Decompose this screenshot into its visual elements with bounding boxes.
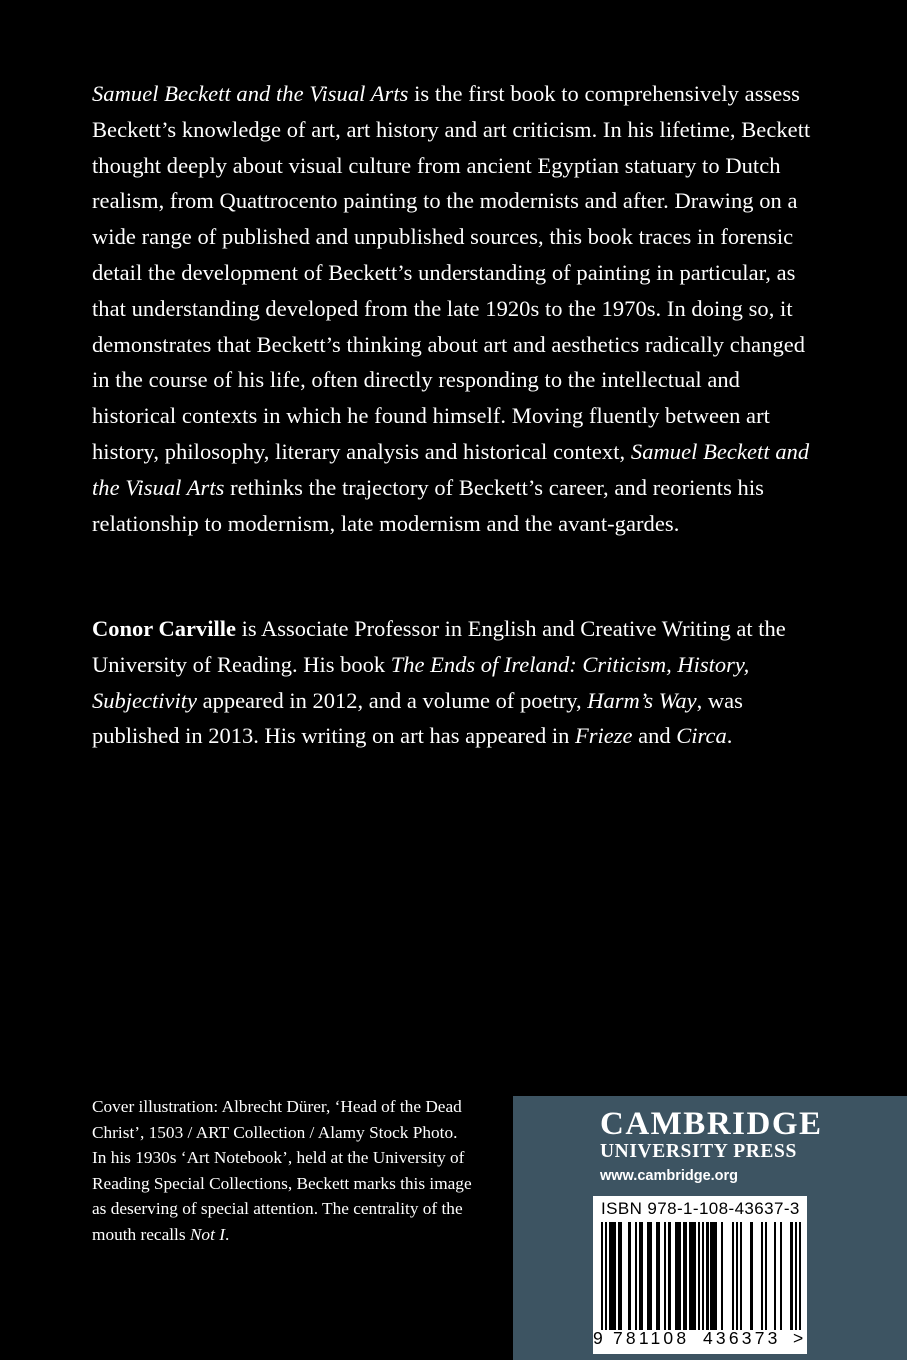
barcode-bar xyxy=(790,1222,792,1330)
bio-text-1: is Associate Professor in English and Creative Writing at the University of Reading. His book xyxy=(92,616,786,677)
barcode-bar xyxy=(620,1222,622,1330)
description-text-1: is the first book to comprehensively assess Beckett’s knowledge of art, art history and art criticism. In his lifetime, Beckett thought deeply about visual culture from ancient Egyptian statuary to Dutch realism, from Quattrocento painting to the modernists and after. Drawing on a wide range of published and unpublished sources, this book traces in forensic detail the development of Beckett’s understanding of painting in particular, as that understanding developed from the late 1920s to the 1970s. In doing so, it demonstrates that Beckett’s thinking about art and aesthetics radically changed in the course of his life, often directly responding to the intellectual and historical contexts in which he found himself. Moving fluently between art history, philosophy, literary analysis and historical context, xyxy=(92,81,811,464)
book-title-italic: Samuel Beckett and the Visual Arts xyxy=(92,81,409,106)
book-title-italic-2: Samuel Beckett and the Visual Arts xyxy=(92,438,810,500)
barcode-bar xyxy=(761,1222,763,1330)
bio-book-2: Harm’s Way xyxy=(587,687,697,713)
barcode-bar xyxy=(799,1222,801,1330)
barcode-bar xyxy=(614,1222,616,1330)
bio-text-3: , was published in 2013. His writing on art has appeared in xyxy=(92,687,743,749)
barcode-bar xyxy=(628,1222,630,1330)
barcode-bar xyxy=(694,1222,696,1330)
barcode-bar xyxy=(732,1222,734,1330)
barcode-bar xyxy=(698,1222,700,1330)
barcode-bar xyxy=(702,1222,704,1330)
barcode-bar xyxy=(780,1222,782,1330)
caption-text: Cover illustration: Albrecht Dürer, ‘Head of the Dead Christ’, 1503 / ART Collection / Alamy Stock Photo. In his 1930s ‘Art Notebook’, held at the University of Reading Special Collections, Beckett marks this image as deserving of special attention. The centrality of the mouth recalls xyxy=(92,1097,472,1244)
bio-book-1: The Ends of Ireland: Criticism, History, Subjectivity xyxy=(92,651,750,713)
barcode-bar xyxy=(635,1222,637,1330)
barcode-bar xyxy=(649,1222,651,1330)
isbn-label: ISBN 978-1-108-43637-3 xyxy=(601,1199,800,1218)
description-text-2: rethinks the trajectory of Beckett’s career, and reorients his relationship to modernism, late modernism and the avant-gardes. xyxy=(92,474,764,536)
book-description xyxy=(92,76,822,541)
barcode-bar xyxy=(715,1222,717,1330)
caption-play-title: Not I xyxy=(189,1224,225,1244)
barcode-bar xyxy=(679,1222,681,1330)
barcode-quiet-mark: > xyxy=(793,1328,804,1348)
barcode-left-group: 781108 xyxy=(613,1328,690,1348)
author-bio xyxy=(92,611,822,754)
bio-text-2: appeared in 2012, and a volume of poetry, xyxy=(196,687,588,713)
barcode-bar xyxy=(605,1222,607,1330)
barcode-bar xyxy=(721,1222,723,1330)
barcode-bars xyxy=(601,1222,801,1330)
barcode-first-digit: 9 xyxy=(593,1328,603,1348)
barcode-bar xyxy=(736,1222,738,1330)
publisher-panel xyxy=(513,1096,907,1360)
barcode-bar xyxy=(668,1222,670,1330)
barcode-bar xyxy=(641,1222,643,1330)
barcode-bar xyxy=(750,1222,752,1330)
barcode-bar xyxy=(740,1222,742,1330)
barcode-digits xyxy=(593,1328,807,1352)
bio-magazine-2: Circa xyxy=(676,723,727,749)
barcode-bar xyxy=(774,1222,776,1330)
isbn-barcode xyxy=(593,1196,807,1354)
barcode-bar xyxy=(795,1222,797,1330)
publisher-subtitle: UNIVERSITY PRESS xyxy=(600,1141,797,1162)
barcode-bar xyxy=(658,1222,660,1330)
publisher-website: www.cambridge.org xyxy=(600,1168,739,1184)
barcode-bar xyxy=(765,1222,767,1330)
publisher-name: CAMBRIDGE xyxy=(600,1106,823,1142)
caption-end: . xyxy=(224,1224,230,1244)
barcode-bar xyxy=(664,1222,666,1330)
bio-text-4: and xyxy=(632,723,677,749)
author-name: Conor Carville xyxy=(92,616,236,641)
bio-text-5: . xyxy=(726,723,733,749)
barcode-bar xyxy=(601,1222,603,1330)
barcode-right-group: 436373 xyxy=(703,1328,781,1348)
bio-magazine-1: Frieze xyxy=(575,723,633,749)
barcode-bar xyxy=(706,1222,708,1330)
cover-illustration-caption xyxy=(92,1094,472,1248)
barcode-bar xyxy=(685,1222,687,1330)
